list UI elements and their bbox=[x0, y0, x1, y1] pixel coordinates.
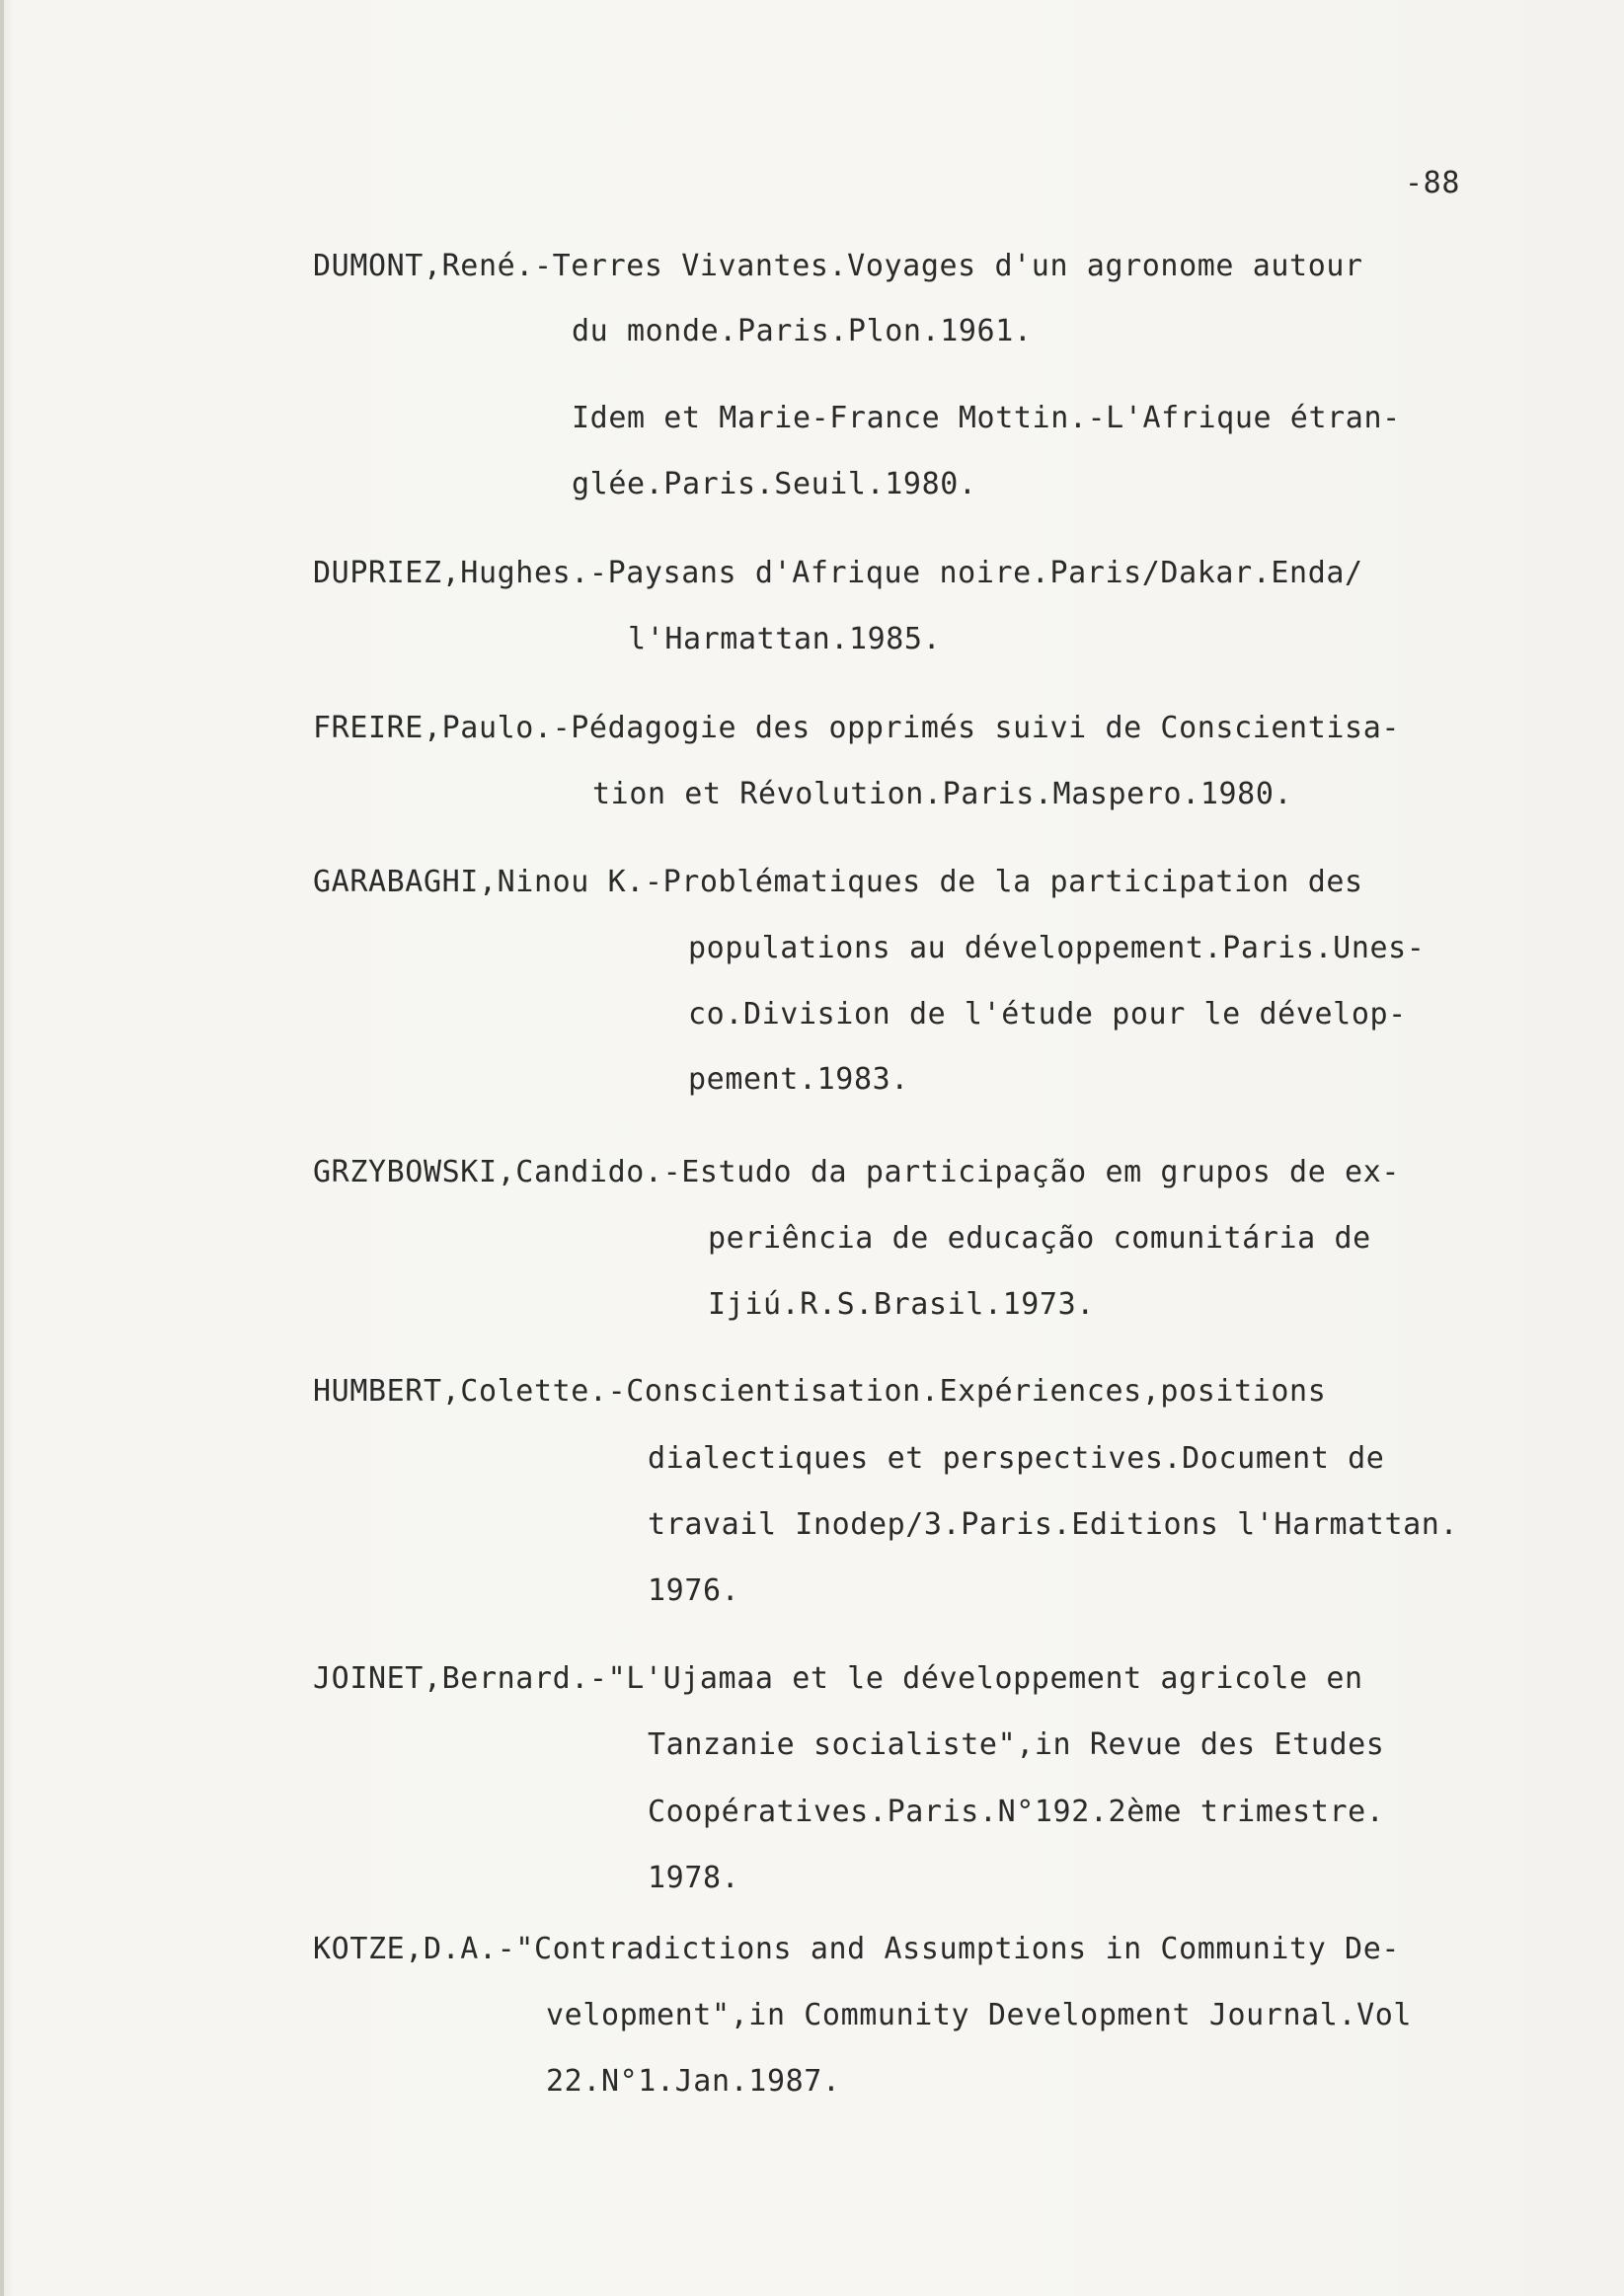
entry-line: GARABAGHI,Ninou K.-Problématiques de la participation des bbox=[313, 865, 1363, 899]
page-number: -88 bbox=[1405, 166, 1460, 200]
entry-line: GRZYBOWSKI,Candido.-Estudo da participação em grupos de ex- bbox=[313, 1155, 1401, 1189]
entry-line: Coopératives.Paris.N°192.2ème trimestre. bbox=[648, 1795, 1385, 1829]
entry-line: DUMONT,René.-Terres Vivantes.Voyages d'un agronome autour bbox=[313, 249, 1363, 283]
entry-line: periência de educação comunitária de bbox=[708, 1221, 1371, 1256]
page-left-edge bbox=[0, 0, 4, 2296]
entry-line: Idem et Marie-France Mottin.-L'Afrique étran- bbox=[572, 401, 1401, 435]
entry-line: KOTZE,D.A.-"Contradictions and Assumptions in Community De- bbox=[313, 1932, 1401, 1966]
entry-line: 1976. bbox=[648, 1573, 740, 1608]
entry-line: tion et Révolution.Paris.Maspero.1980. bbox=[592, 777, 1293, 811]
entry-line: velopment",in Community Development Journal.Vol bbox=[546, 1998, 1413, 2032]
entry-line: 22.N°1.Jan.1987. bbox=[546, 2064, 841, 2099]
entry-line: co.Division de l'étude pour le dévelop- bbox=[688, 997, 1407, 1032]
entry-line: pement.1983. bbox=[688, 1062, 909, 1097]
entry-line: 1978. bbox=[648, 1861, 740, 1895]
entry-line: du monde.Paris.Plon.1961. bbox=[572, 314, 1033, 348]
entry-line: DUPRIEZ,Hughes.-Paysans d'Afrique noire.Paris/Dakar.Enda/ bbox=[313, 556, 1363, 590]
entry-line: HUMBERT,Colette.-Conscientisation.Expériences,positions bbox=[313, 1374, 1327, 1409]
entry-line: glée.Paris.Seuil.1980. bbox=[572, 467, 977, 501]
entry-line: l'Harmattan.1985. bbox=[628, 622, 942, 656]
entry-line: JOINET,Bernard.-"L'Ujamaa et le développement agricole en bbox=[313, 1661, 1363, 1696]
entry-line: populations au développement.Paris.Unes- bbox=[688, 931, 1426, 965]
entry-line: Tanzanie socialiste",in Revue des Etudes bbox=[648, 1727, 1385, 1762]
entry-line: FREIRE,Paulo.-Pédagogie des opprimés suivi de Conscientisa- bbox=[313, 711, 1401, 745]
entry-line: travail Inodep/3.Paris.Editions l'Harmattan. bbox=[648, 1507, 1459, 1542]
entry-line: dialectiques et perspectives.Document de bbox=[648, 1441, 1385, 1476]
entry-line: Ijiú.R.S.Brasil.1973. bbox=[708, 1287, 1095, 1322]
